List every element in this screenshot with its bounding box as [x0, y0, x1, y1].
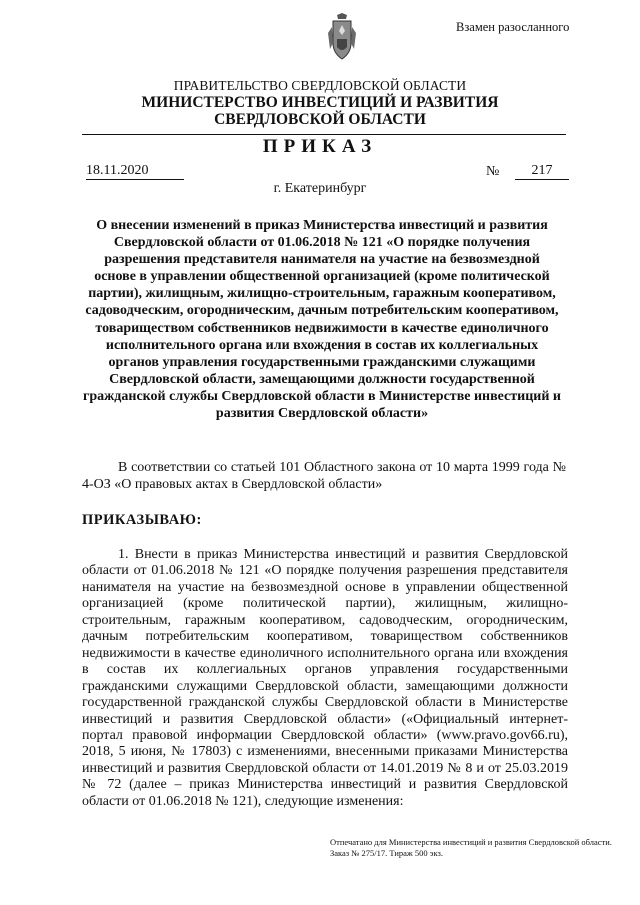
paragraph-1: 1. Внести в приказ Министерства инвестиций и развития Свердловской области от 01.06.2018 № 121 «О порядке получения разрешения представителя нанимателя на участие на безвозмездной основе в управлении общественной организацией (кроме политической партии), жилищным, жилищно-строительным, гаражным кооперативом, садоводческим, огородническим, дачным потребительским кооперативом, товариществом собственников недвижимости в качестве единоличного исполнительного органа или вхождения в состав их коллегиальных органов управления государственными гражданскими служащими Свердловской области, замещающими должности государственной гражданской службы Свердловской области в Министерстве инвестиций и развития Свердловской области» («Официальный интернет-портал правовой информации Свердловской области» (www.pravo.gov66.ru), 2018, 5 июня, № 17803) с изменениями, внесенными приказами Министерства инвестиций и развития Свердловской области от 14.01.2019 № 8 и от 25.03.2019 № 72 (далее – приказ Министерства инвестиций и развития Свердловской области от 01.06.2018 № 121), следующие изменения:: [82, 547, 568, 809]
order-number-label: №: [486, 164, 500, 179]
stamp-resent: Взамен разосланного: [456, 20, 570, 34]
ministry-name-line2: СВЕРДЛОВСКОЙ ОБЛАСТИ: [214, 111, 426, 128]
document-type: ПРИКАЗ: [262, 136, 378, 157]
ministry-name-line1: МИНИСТЕРСТВО ИНВЕСТИЦИЙ И РАЗВИТИЯ: [141, 94, 499, 111]
order-number: 217: [515, 163, 569, 180]
coat-of-arms-icon: [328, 13, 356, 61]
order-word: ПРИКАЗЫВАЮ:: [82, 512, 202, 528]
legal-basis: В соответствии со статьей 101 Областного закона от 10 марта 1999 года № 4-ОЗ «О правовых актах в Свердловской области»: [82, 460, 566, 492]
city: г. Екатеринбург: [273, 181, 367, 196]
print-note: Отпечатано для Министерства инвестиций и развития Свердловской области.: [330, 837, 612, 847]
header-divider: [82, 134, 566, 135]
ministry-name: [0, 94, 640, 128]
document-title: О внесении изменений в приказ Министерства инвестиций и развития Свердловской области от 01.06.2018 № 121 «О порядке получения разрешения представителя нанимателя на участие на безвозмездной основе в управлении общественной организацией (кроме политической партии), жилищным, жилищно-строительным, гаражным кооперативом, садоводческим, огородническим, дачным потребительским кооперативом, товариществом собственников недвижимости в качестве единоличного исполнительного органа или вхождения в состав их коллегиальных органов управления государственными гражданскими служащими Свердловской области, замещающими должности государственной гражданской службы Свердловской области в Министерстве инвестиций и развития Свердловской области»: [83, 218, 561, 422]
print-order-note: Заказ № 275/17. Тираж 500 экз.: [330, 848, 443, 858]
order-date: 18.11.2020: [86, 163, 184, 180]
government-name: ПРАВИТЕЛЬСТВО СВЕРДЛОВСКОЙ ОБЛАСТИ: [173, 78, 467, 93]
